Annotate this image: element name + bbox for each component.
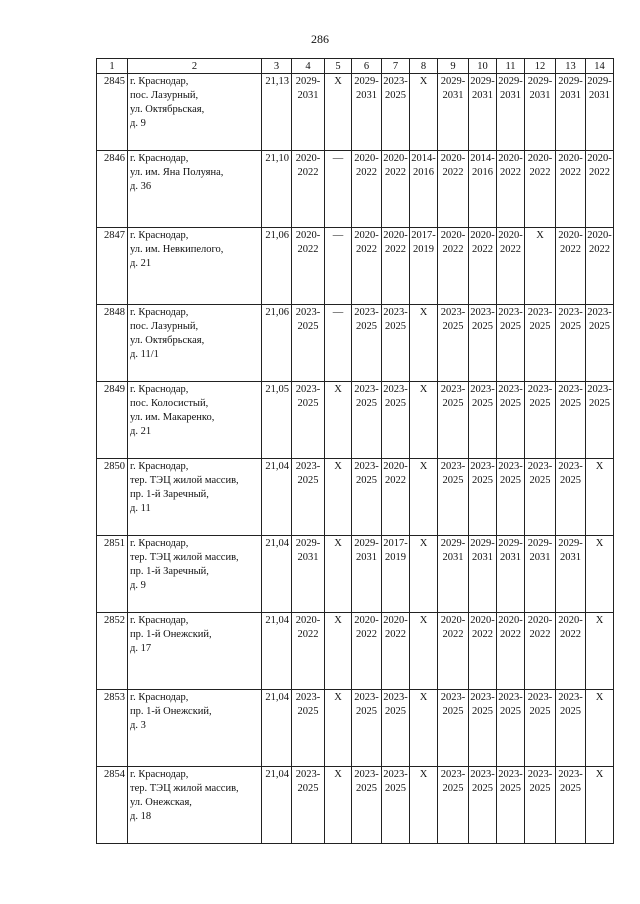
period-cell: 2023- 2025	[525, 305, 556, 382]
period-cell: 2029- 2031	[586, 74, 614, 151]
column-header: 7	[382, 59, 410, 74]
period-cell: 2020- 2022	[556, 613, 586, 690]
period-cell: 2023- 2025	[382, 305, 410, 382]
period-cell: 2020- 2022	[525, 613, 556, 690]
period-cell: 2020- 2022	[382, 613, 410, 690]
period-cell: 2023- 2025	[438, 382, 469, 459]
period-cell: 2023- 2025	[352, 382, 382, 459]
period-cell: Х	[410, 767, 438, 844]
column-number-row	[97, 59, 614, 74]
period-cell: 2023- 2025	[525, 767, 556, 844]
period-cell: 2023- 2025	[469, 459, 497, 536]
period-cell: 2023- 2025	[469, 767, 497, 844]
period-cell: 2020- 2022	[497, 613, 525, 690]
address-cell: г. Краснодар, тер. ТЭЦ жилой массив, пр. 1-й Заречный, д. 9	[128, 536, 262, 613]
period-cell: —	[325, 305, 352, 382]
period-cell: Х	[586, 767, 614, 844]
period-cell: 2029- 2031	[525, 536, 556, 613]
table-row	[97, 767, 614, 844]
period-cell: 2029- 2031	[352, 74, 382, 151]
period-cell: 2023- 2025	[525, 690, 556, 767]
period-cell: 2020- 2022	[438, 613, 469, 690]
table-row	[97, 613, 614, 690]
period-cell: 2020- 2022	[382, 228, 410, 305]
period-cell: 2023- 2025	[352, 767, 382, 844]
period-cell: 2023- 2025	[497, 459, 525, 536]
period-cell: 2017- 2019	[410, 228, 438, 305]
period-cell: Х	[410, 459, 438, 536]
row-number-cell: 2848	[97, 305, 128, 382]
period-cell: 2023- 2025	[382, 767, 410, 844]
column-header: 5	[325, 59, 352, 74]
period-cell: 2023- 2025	[497, 690, 525, 767]
period-cell: 2023- 2025	[438, 767, 469, 844]
period-cell: 2020- 2022	[438, 151, 469, 228]
table-row	[97, 459, 614, 536]
period-cell: 2023- 2025	[382, 690, 410, 767]
period-cell: 2020- 2022	[438, 228, 469, 305]
period-cell: 2020- 2022	[469, 613, 497, 690]
period-cell: Х	[325, 382, 352, 459]
table-row	[97, 690, 614, 767]
period-cell: Х	[325, 767, 352, 844]
period-cell: Х	[410, 536, 438, 613]
column-header: 8	[410, 59, 438, 74]
period-cell: 2020- 2022	[497, 151, 525, 228]
period-cell: 2020- 2022	[352, 151, 382, 228]
area-cell: 21,05	[262, 382, 292, 459]
row-number-cell: 2851	[97, 536, 128, 613]
period-cell: Х	[325, 613, 352, 690]
period-cell: 2020- 2022	[352, 228, 382, 305]
area-cell: 21,13	[262, 74, 292, 151]
period-cell: 2023- 2025	[556, 305, 586, 382]
column-header: 13	[556, 59, 586, 74]
period-cell: 2029- 2031	[469, 74, 497, 151]
period-cell: 2023- 2025	[438, 459, 469, 536]
period-cell: 2020- 2022	[292, 151, 325, 228]
period-cell: Х	[410, 690, 438, 767]
period-cell: Х	[410, 613, 438, 690]
period-cell: 2023- 2025	[469, 382, 497, 459]
address-cell: г. Краснодар, пр. 1-й Онежский, д. 17	[128, 613, 262, 690]
period-cell: 2023- 2025	[556, 382, 586, 459]
period-cell: 2023- 2025	[382, 382, 410, 459]
period-cell: 2029- 2031	[497, 536, 525, 613]
address-cell: г. Краснодар, ул. им. Невкипелого, д. 21	[128, 228, 262, 305]
period-cell: —	[325, 228, 352, 305]
period-cell: 2029- 2031	[497, 74, 525, 151]
row-number-cell: 2849	[97, 382, 128, 459]
period-cell: Х	[325, 690, 352, 767]
period-cell: 2029- 2031	[556, 74, 586, 151]
period-cell: 2023- 2025	[382, 74, 410, 151]
period-cell: 2023- 2025	[497, 305, 525, 382]
housing-repair-table	[96, 58, 614, 844]
period-cell: 2023- 2025	[352, 305, 382, 382]
row-number-cell: 2852	[97, 613, 128, 690]
period-cell: 2023- 2025	[292, 690, 325, 767]
period-cell: 2020- 2022	[382, 151, 410, 228]
period-cell: Х	[410, 305, 438, 382]
area-cell: 21,04	[262, 613, 292, 690]
row-number-cell: 2850	[97, 459, 128, 536]
period-cell: 2017- 2019	[382, 536, 410, 613]
table-row	[97, 536, 614, 613]
period-cell: 2023- 2025	[586, 305, 614, 382]
period-cell: 2023- 2025	[292, 382, 325, 459]
period-cell: 2029- 2031	[292, 74, 325, 151]
period-cell: Х	[410, 74, 438, 151]
table-row	[97, 228, 614, 305]
row-number-cell: 2854	[97, 767, 128, 844]
address-cell: г. Краснодар, пос. Колосистый, ул. им. Макаренко, д. 21	[128, 382, 262, 459]
period-cell: 2023- 2025	[525, 382, 556, 459]
period-cell: 2020- 2022	[382, 459, 410, 536]
period-cell: 2023- 2025	[292, 459, 325, 536]
period-cell: 2023- 2025	[586, 382, 614, 459]
row-number-cell: 2853	[97, 690, 128, 767]
row-number-cell: 2846	[97, 151, 128, 228]
period-cell: 2020- 2022	[525, 151, 556, 228]
period-cell: 2023- 2025	[292, 767, 325, 844]
period-cell: 2023- 2025	[352, 459, 382, 536]
period-cell: Х	[586, 613, 614, 690]
column-header: 11	[497, 59, 525, 74]
column-header: 4	[292, 59, 325, 74]
address-cell: г. Краснодар, тер. ТЭЦ жилой массив, ул. Онежская, д. 18	[128, 767, 262, 844]
table-row	[97, 151, 614, 228]
column-header: 9	[438, 59, 469, 74]
period-cell: 2029- 2031	[556, 536, 586, 613]
period-cell: 2029- 2031	[292, 536, 325, 613]
area-cell: 21,04	[262, 690, 292, 767]
period-cell: 2020- 2022	[556, 228, 586, 305]
period-cell: 2029- 2031	[352, 536, 382, 613]
address-cell: г. Краснодар, пос. Лазурный, ул. Октябрьская, д. 11/1	[128, 305, 262, 382]
period-cell: 2029- 2031	[438, 536, 469, 613]
period-cell: 2020- 2022	[292, 228, 325, 305]
address-cell: г. Краснодар, тер. ТЭЦ жилой массив, пр. 1-й Заречный, д. 11	[128, 459, 262, 536]
period-cell: 2023- 2025	[556, 690, 586, 767]
table-row	[97, 74, 614, 151]
period-cell: Х	[586, 536, 614, 613]
period-cell: 2023- 2025	[292, 305, 325, 382]
page-number: 286	[311, 32, 329, 46]
address-cell: г. Краснодар, пос. Лазурный, ул. Октябрьская, д. 9	[128, 74, 262, 151]
area-cell: 21,10	[262, 151, 292, 228]
period-cell: 2023- 2025	[469, 305, 497, 382]
column-header: 12	[525, 59, 556, 74]
column-header: 1	[97, 59, 128, 74]
area-cell: 21,04	[262, 767, 292, 844]
period-cell: 2023- 2025	[469, 690, 497, 767]
table-row	[97, 382, 614, 459]
area-cell: 21,06	[262, 228, 292, 305]
period-cell: 2023- 2025	[352, 690, 382, 767]
column-header: 3	[262, 59, 292, 74]
period-cell: 2029- 2031	[438, 74, 469, 151]
period-cell: 2014- 2016	[410, 151, 438, 228]
period-cell: Х	[586, 690, 614, 767]
table-row	[97, 305, 614, 382]
period-cell: 2020- 2022	[586, 228, 614, 305]
column-header: 2	[128, 59, 262, 74]
period-cell: 2020- 2022	[556, 151, 586, 228]
address-cell: г. Краснодар, пр. 1-й Онежский, д. 3	[128, 690, 262, 767]
period-cell: 2023- 2025	[497, 767, 525, 844]
period-cell: 2023- 2025	[438, 305, 469, 382]
period-cell: Х	[586, 459, 614, 536]
period-cell: Х	[325, 74, 352, 151]
address-cell: г. Краснодар, ул. им. Яна Полуяна, д. 36	[128, 151, 262, 228]
period-cell: 2014- 2016	[469, 151, 497, 228]
period-cell: 2023- 2025	[556, 459, 586, 536]
period-cell: 2029- 2031	[525, 74, 556, 151]
period-cell: 2020- 2022	[586, 151, 614, 228]
period-cell: —	[325, 151, 352, 228]
column-header: 6	[352, 59, 382, 74]
area-cell: 21,04	[262, 459, 292, 536]
period-cell: 2023- 2025	[525, 459, 556, 536]
period-cell: 2020- 2022	[292, 613, 325, 690]
period-cell: 2029- 2031	[469, 536, 497, 613]
period-cell: 2020- 2022	[497, 228, 525, 305]
period-cell: 2023- 2025	[556, 767, 586, 844]
column-header: 14	[586, 59, 614, 74]
area-cell: 21,04	[262, 536, 292, 613]
period-cell: 2023- 2025	[497, 382, 525, 459]
period-cell: 2020- 2022	[469, 228, 497, 305]
period-cell: 2020- 2022	[352, 613, 382, 690]
period-cell: Х	[525, 228, 556, 305]
column-header: 10	[469, 59, 497, 74]
row-number-cell: 2845	[97, 74, 128, 151]
row-number-cell: 2847	[97, 228, 128, 305]
area-cell: 21,06	[262, 305, 292, 382]
period-cell: Х	[410, 382, 438, 459]
period-cell: Х	[325, 536, 352, 613]
period-cell: Х	[325, 459, 352, 536]
period-cell: 2023- 2025	[438, 690, 469, 767]
